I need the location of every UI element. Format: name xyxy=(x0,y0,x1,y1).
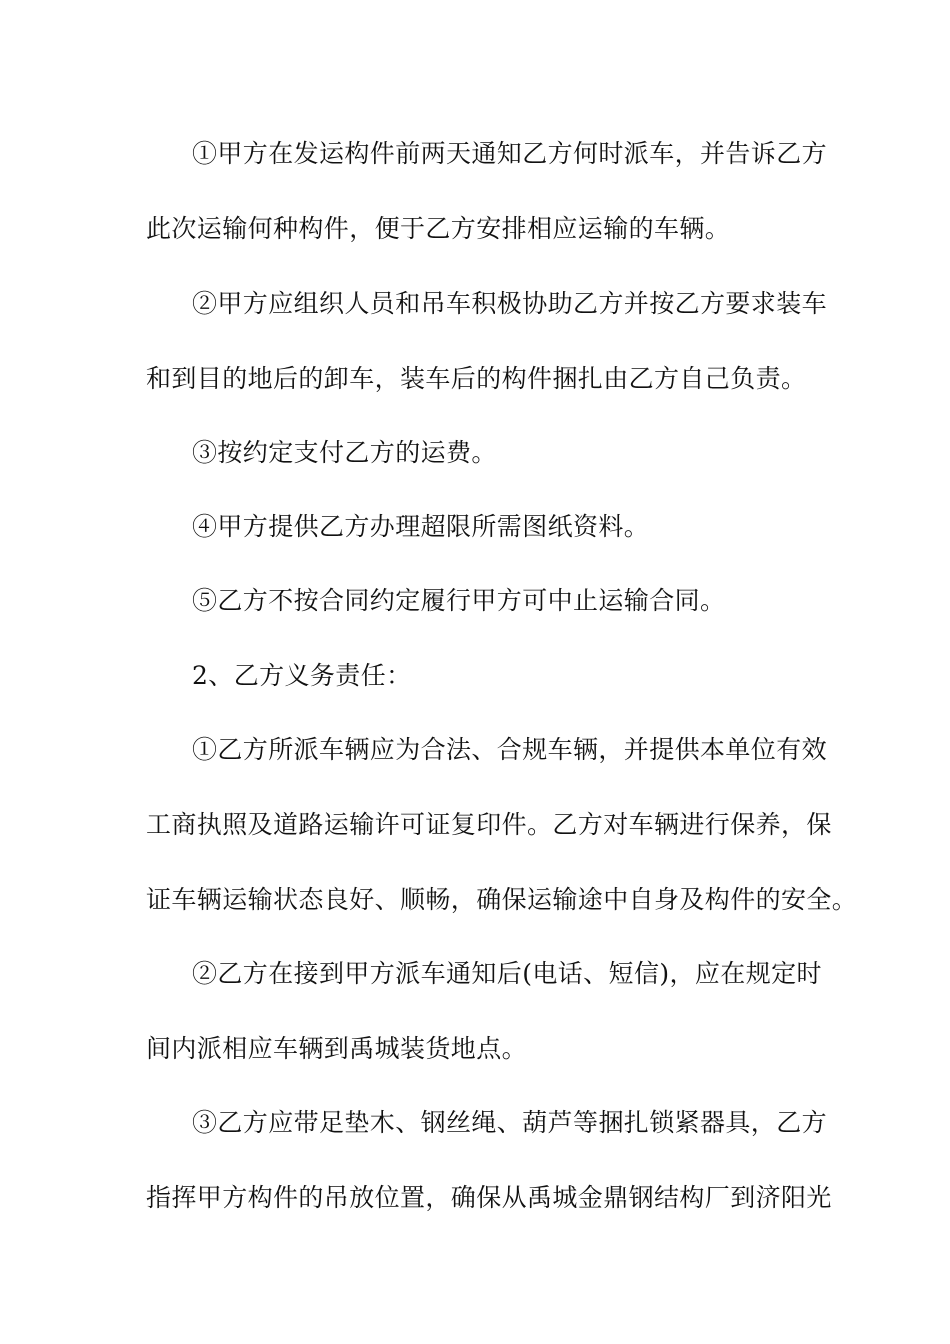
paragraph-line: 工商执照及道路运输许可证复印件。乙方对车辆进行保养，保 xyxy=(146,810,832,839)
paragraph-line: ③按约定支付乙方的运费。 xyxy=(192,438,497,467)
paragraph-line: 此次运输何种构件，便于乙方安排相应运输的车辆。 xyxy=(146,214,731,243)
paragraph-line: 间内派相应车辆到禹城装货地点。 xyxy=(146,1034,528,1063)
paragraph-line: 证车辆运输状态良好、顺畅，确保运输途中自身及构件的安全。 xyxy=(146,885,858,914)
paragraph-line: 指挥甲方构件的吊放位置，确保从禹城金鼎钢结构厂到济阳光 xyxy=(146,1183,832,1212)
paragraph-line: ①乙方所派车辆应为合法、合规车辆，并提供本单位有效 xyxy=(192,735,828,764)
paragraph-line: ⑤乙方不按合同约定履行甲方可中止运输合同。 xyxy=(192,586,726,615)
paragraph-line: ④甲方提供乙方办理超限所需图纸资料。 xyxy=(192,512,650,541)
paragraph-line: ①甲方在发运构件前两天通知乙方何时派车，并告诉乙方 xyxy=(192,139,828,168)
paragraph-line: ③乙方应带足垫木、钢丝绳、葫芦等捆扎锁紧器具，乙方 xyxy=(192,1108,828,1137)
paragraph-line: ②乙方在接到甲方派车通知后(电话、短信)，应在规定时 xyxy=(192,959,822,988)
paragraph-line: ②甲方应组织人员和吊车积极协助乙方并按乙方要求装车 xyxy=(192,289,828,318)
section-heading: 2、乙方义务责任： xyxy=(192,661,412,690)
paragraph-line: 和到目的地后的卸车，装车后的构件捆扎由乙方自己负责。 xyxy=(146,364,807,393)
